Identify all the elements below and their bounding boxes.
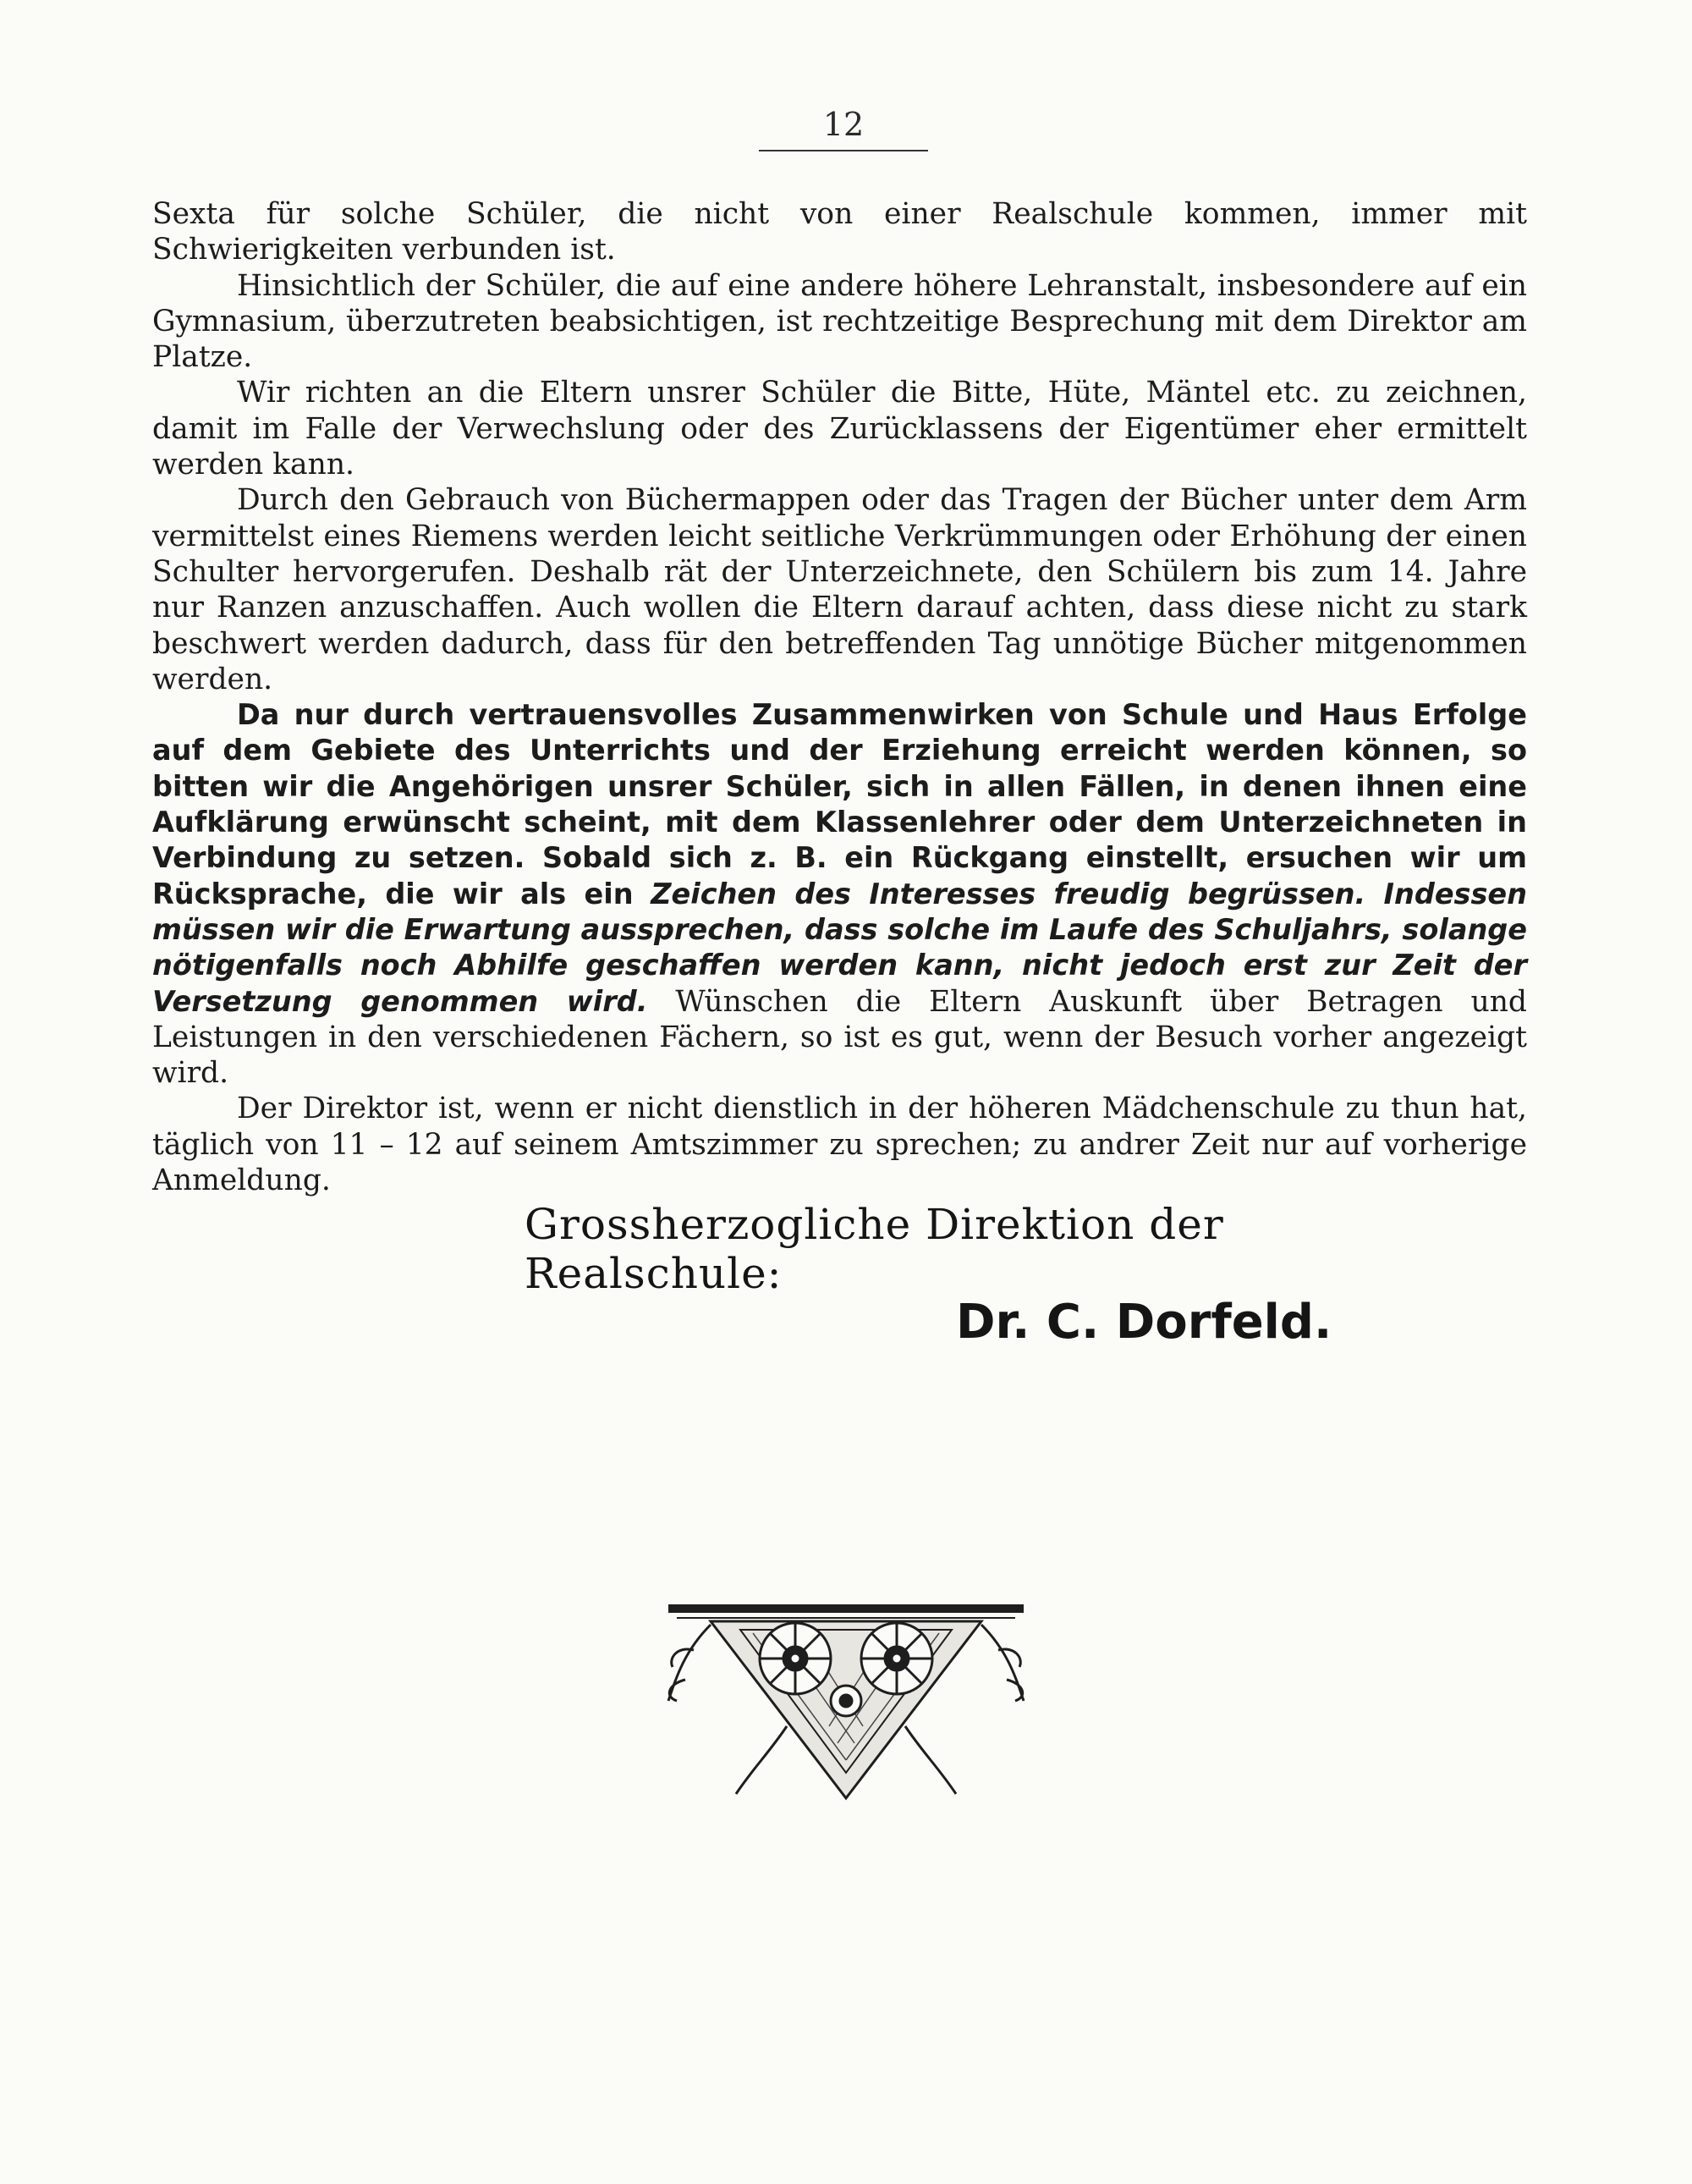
paragraph-5 (152, 697, 1527, 1091)
paragraph-5-bold: Da nur durch vertrauensvolles Zusammenwirken von Schule und Haus Erfolge auf dem Gebiete des Unterrichts und der Erziehung erreicht werden können, so bitten wir die Angehörigen unsrer Schüler, sich in allen Fällen, in denen ihnen eine Aufklärung erwünscht scheint, mit dem Klassenlehrer oder dem Unterzeichneten in Verbindung zu setzen. Sobald sich z. B. ein Rückgang einstellt, ersuchen wir um Rücksprache, die wir als ein (152, 698, 1527, 910)
body-text (152, 196, 1527, 1198)
paragraph-4: Durch den Gebrauch von Büchermappen oder das Tragen der Bücher unter dem Arm vermittelst eines Riemens werden leicht seitliche Verkrümmungen oder Erhöhung der einen Schulter hervorgerufen. Deshalb rät der Unterzeichnete, den Schülern bis zum 14. Jahre nur Ranzen anzuschaffen. Auch wollen die Eltern darauf achten, dass diese nicht zu stark beschwert werden dadurch, dass für den betreffenden Tag unnötige Bücher mitgenommen werden. (152, 483, 1527, 696)
paragraph-5-regular: Wünschen die Eltern Auskunft über Betragen und Leistungen in den verschiedenen Fächern, so ist es gut, wenn der Besuch vorher angezeigt wird. (152, 984, 1528, 1091)
paragraph-6: Der Direktor ist, wenn er nicht dienstlich in der höheren Mädchenschule zu thun hat, täglich von 11 – 12 auf seinem Amtszimmer zu sprechen; zu andrer Zeit nur auf vorherige Anmeldung. (152, 1092, 1527, 1198)
directorate-signature-line: Grossherzogliche Direktion der Realschule: (525, 1200, 1224, 1298)
page-number: 12 (822, 106, 865, 143)
paragraph-3: Wir richten an die Eltern unsrer Schüler die Bitte, Hüte, Mäntel etc. zu zeichnen, damit im Falle der Verwechslung oder des Zurücklassens der Eigentümer eher ermittelt werden kann. (152, 376, 1527, 482)
paragraph-5-bold-italic: Zeichen des Interesses freudig begrüssen. Indessen müssen wir die Erwartung aussprechen, dass solche im Laufe des Schuljahrs, solange nötigenfalls noch Abhilfe geschaffen werden kann, nicht jedoch erst zur Zeit der Versetzung genommen wird. (152, 877, 1527, 1018)
floral-ornament-icon (660, 1599, 1032, 1811)
paragraph-1: Sexta für solche Schüler, die nicht von einer Realschule kommen, immer mit Schwierigkeiten verbunden ist. (152, 197, 1527, 267)
paragraph-2: Hinsichtlich der Schüler, die auf eine andere höhere Lehranstalt, insbesondere auf ein Gymnasium, überzutreten beabsichtigen, ist rechtzeitige Besprechung mit dem Direktor am Platze. (152, 268, 1527, 375)
page-number-rule (759, 150, 928, 151)
director-name: Dr. C. Dorfeld. (956, 1295, 1332, 1350)
